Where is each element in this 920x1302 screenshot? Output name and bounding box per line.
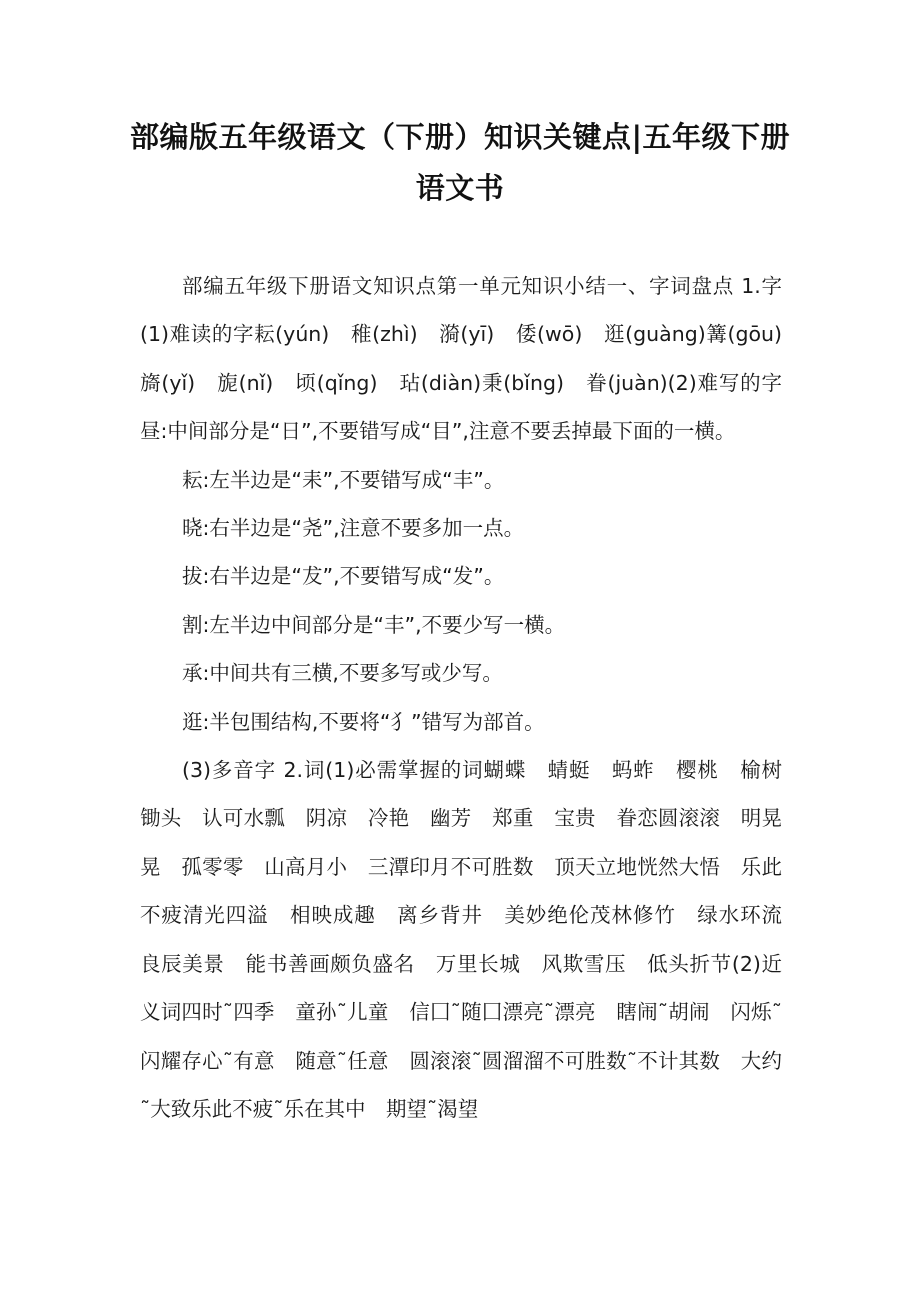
paragraph-note-cheng: 承:中间共有三横,不要多写或少写。 — [182, 661, 503, 686]
paragraph-unit-one-overview: 部编五年级下册语文知识点第一单元知识小结一、字词盘点 1.字(1)难读的字耘(yún) 稚(zhì) 漪(yī) 倭(wō) 逛(guàng)篝(gōu)旖(yǐ) 旎(nǐ) 顷(qǐng) 玷(diàn)秉(bǐng) 眷(juàn)(2)难写的字昼:中间部分是“日”,不要错写成“目”,注意不要丢掉最下面的一横。 — [140, 274, 782, 444]
document-body — [140, 262, 803, 1133]
paragraph-note-ba: 拔:右半边是“犮”,不要错写成“发”。 — [182, 564, 505, 589]
paragraph-vocabulary: (3)多音字 2.词(1)必需掌握的词蝴蝶 蜻蜓 蚂蚱 樱桃 榆树 锄头 认可水瓢 阴凉 冷艳 幽芳 郑重 宝贵 眷恋圆滚滚 明晃晃 孤零零 山高月小 三潭印月不可胜数 顶天立地恍然大悟 乐此不疲清光四溢 相映成趣 离乡背井 美妙绝伦茂林修竹 绿水环流 良辰美景 能书善画颇负盛名 万里长城 风欺雪压 低头折节(2)近义词四时˜四季 童孙˜儿童 信囗˜随囗漂亮˜漂亮 瞎闹˜胡闹 闪烁˜闪耀存心˜有意 随意˜任意 圆滚滚˜圆溜溜不可胜数˜不计其数 大约˜大致乐此不疲˜乐在其中 期望˜渴望 — [140, 758, 803, 1121]
paragraph-note-xiao: 晓:右半边是“尧”,注意不要多加一点。 — [182, 516, 525, 541]
paragraph-note-guang: 逛:半包围结构,不要将“犭”错写为部首。 — [182, 709, 545, 734]
paragraph-note-ge: 割:左半边中间部分是“丰”,不要少写一横。 — [182, 612, 566, 637]
document-title: 部编版五年级语文（下册）知识关键点|五年级下册语文书 — [129, 120, 791, 205]
paragraph-note-yun: 耘:左半边是“耒”,不要错写成“丰”。 — [182, 467, 505, 492]
